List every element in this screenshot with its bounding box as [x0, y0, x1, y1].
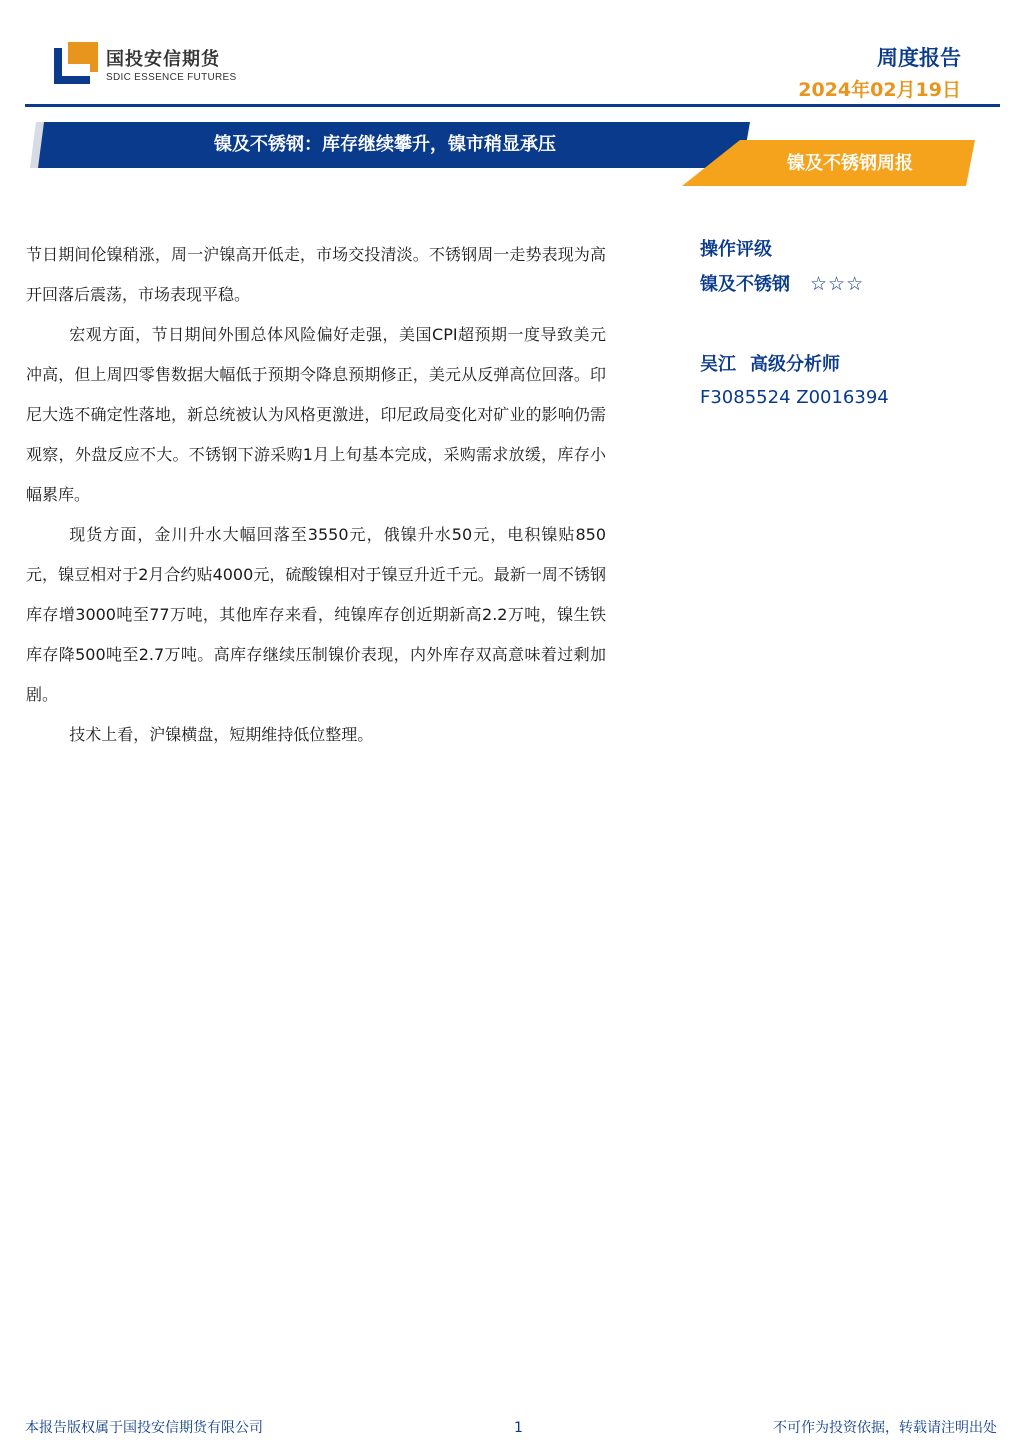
paragraph-spot: 现货方面，金川升水大幅回落至3550元，俄镍升水50元，电积镍贴850元，镍豆相对于2月合约贴4000元，硫酸镍相对于镍豆升近千元。最新一周不锈钢库存增3000吨至77万吨，其他库存来看，纯镍库存创近期新高2.2万吨，镍生铁库存降500吨至2.7万吨。高库存继续压制镍价表现，内外库存双高意味着过剩加剧。 — [26, 525, 606, 704]
rating-title: 操作评级 — [700, 239, 772, 260]
analyst-row — [700, 348, 990, 382]
footer-copyright: 本报告版权属于国投安信期货有限公司 — [25, 1420, 263, 1436]
paragraph-technical: 技术上看，沪镍横盘，短期维持低位整理。 — [69, 725, 374, 744]
footer-disclaimer: 不可作为投资依据，转载请注明出处 — [773, 1420, 997, 1436]
report-title: 镍及不锈钢：库存继续攀升，镍市稍显承压 — [214, 134, 556, 155]
sidebar — [700, 233, 990, 414]
company-name-en: SDIC ESSENCE FUTURES — [106, 72, 237, 83]
paragraph-summary: 节日期间伦镍稍涨，周一沪镍高开低走，市场交投清淡。不锈钢周一走势表现为高开回落后震荡，市场表现平稳。 — [26, 245, 606, 304]
report-category-tag: 镍及不锈钢周报 — [787, 153, 913, 174]
rating-row — [700, 267, 990, 302]
analyst-license: F3085524 Z0016394 — [700, 387, 889, 408]
company-logo — [54, 42, 98, 84]
analyst-name: 吴江 — [700, 354, 736, 375]
page-number: 1 — [514, 1420, 523, 1436]
paragraph-macro: 宏观方面，节日期间外围总体风险偏好走强，美国CPI超预期一度导致美元冲高，但上周四零售数据大幅低于预期令降息预期修正，美元从反弹高位回落。印尼大选不确定性落地，新总统被认为风格更激进，印尼政局变化对矿业的影响仍需观察，外盘反应不大。不锈钢下游采购1月上旬基本完成，采购需求放缓，库存小幅累库。 — [26, 325, 606, 504]
company-name-cn: 国投安信期货 — [106, 49, 220, 70]
report-date: 2024年02月19日 — [798, 79, 961, 101]
company-logo-text — [106, 50, 236, 84]
analyst-title: 高级分析师 — [750, 354, 840, 375]
rating-stars-icon: ☆☆☆ — [810, 273, 865, 295]
report-type: 周度报告 — [877, 46, 961, 70]
report-body — [26, 235, 606, 755]
header-divider — [25, 104, 1000, 107]
rating-item: 镍及不锈钢 — [700, 274, 790, 295]
